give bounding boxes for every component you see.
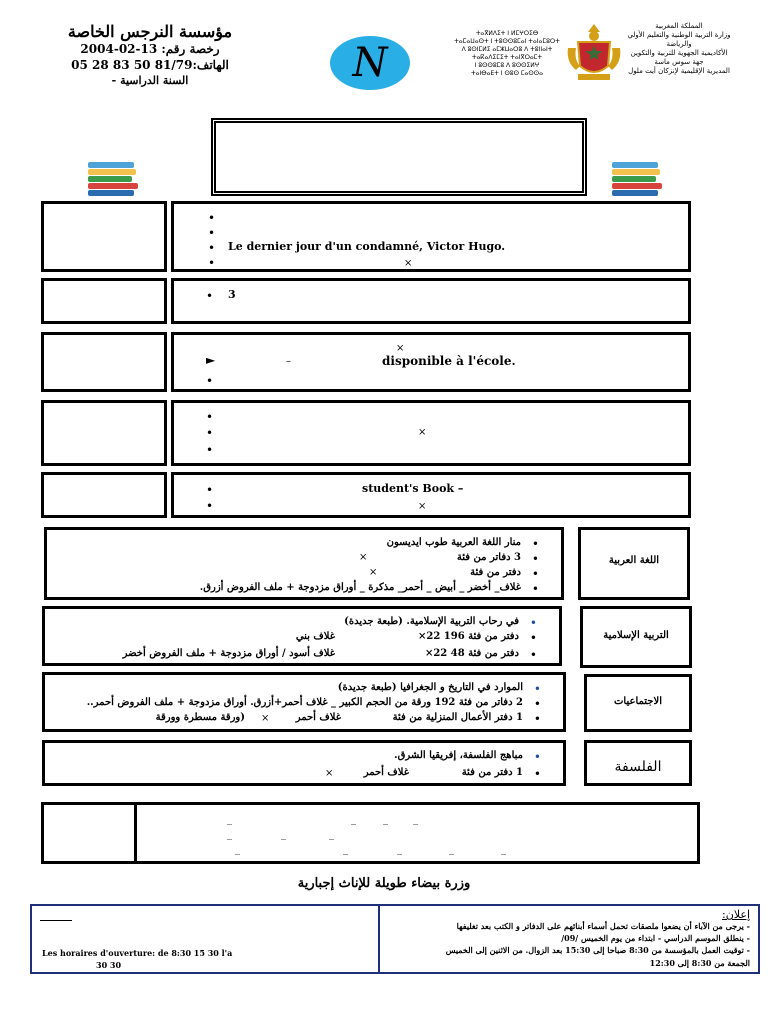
islamic-cover-2: غلاف أسود / أوراق مزدوجة + ملف الفروض أخضر: [122, 648, 335, 659]
dash-mark: _: [397, 844, 402, 855]
bullet: •: [531, 582, 539, 596]
times-mark: ×: [396, 343, 405, 354]
social-homework: 1 دفتر الأعمال المنزلية من فئة: [392, 712, 523, 723]
times-mark: ×: [369, 567, 378, 578]
english-book: student's Book –: [362, 482, 464, 495]
french-book: Le dernier jour d'un condamné, Victor Hugo.: [228, 240, 506, 253]
bullet: •: [533, 697, 541, 711]
islamic-label-box: [580, 606, 692, 668]
ministry-line: الأكاديمية الجهوية للتربية والتكوين: [630, 49, 728, 57]
misc-content-box: [134, 802, 700, 864]
bullet: •: [533, 767, 541, 781]
dash-mark: _: [343, 844, 348, 855]
english-content-box: [171, 472, 691, 518]
times-mark: ×: [261, 713, 270, 724]
dash-mark: _: [235, 844, 240, 855]
dash-mark: _: [281, 829, 286, 840]
tf-line: ⴷ ⵓⵙⵏⵎⵍⵉ ⴰⵎⵣⵡⴰⵔⵓ ⴷ ⵜⵓⵏⵏⴰⵏⵜ: [461, 46, 553, 53]
dash-mark: _: [227, 829, 232, 840]
license-line: رخصة رقم: 13-02-2004: [80, 42, 220, 56]
social-content-box: [42, 672, 566, 732]
islamic-notebook-1: دفتر من فئة 196 22×: [417, 631, 519, 642]
islamic-notebook-2: دفتر من فئة 48 22×: [424, 648, 519, 659]
ministry-line: وزارة التربية الوطنية والتعليم الأولي: [627, 31, 731, 39]
sciences-content-box: [171, 332, 691, 392]
phone-line: الهاتف:81/79 50 83 28 05: [71, 58, 229, 72]
islamic-book: في رحاب التربية الإسلامية. (طبعة جديدة): [344, 616, 519, 627]
social-notebooks: 2 دفاتر من فئة 192 ورقة من الحجم الكبير _ غلاف أحمر+أزرق. أوراق مزدوجة + ملف الفروض أحمر..: [86, 697, 523, 708]
bullet: •: [531, 567, 539, 581]
physics-label-box: [41, 400, 167, 466]
ministry-line: والرياضة: [666, 40, 692, 48]
bullet: •: [206, 374, 214, 388]
social-cover: غلاف أحمر: [295, 712, 341, 723]
dash-mark: _: [227, 814, 232, 825]
arabic-notebook: دفتر من فئة: [470, 567, 521, 578]
dash-mark: _: [351, 814, 356, 825]
english-label-box: [41, 472, 167, 518]
philosophy-label-box: [584, 740, 692, 786]
tf-line: ⵜⴰⴳⵍⴷⵉⵜ ⵏ ⵍⵎⵖⵔⵉⴱ: [475, 30, 539, 37]
announcement-note: - توقيت العمل بالمؤسسة من 8:30 صباحا إلى 15:30 بعد الزوال. من الاثنين إلى الخميس: [445, 945, 750, 955]
arabic-label-box: [578, 527, 690, 600]
arabic-label: اللغة العربية: [608, 555, 660, 566]
misc-label-box: [41, 802, 137, 864]
arabic-notebooks: 3 دفاتر من فئة: [456, 552, 521, 563]
math-content-box: [171, 278, 691, 324]
sciences-label-box: [41, 332, 167, 392]
ministry-arabic: [624, 22, 734, 76]
footer-box: [30, 904, 760, 974]
year-line: السنة الدراسية -: [111, 74, 189, 87]
social-paper: (ورقة مسطرة وورقة: [155, 712, 245, 723]
ministry-line: المملكة المغربية: [655, 22, 703, 30]
dash-mark: _: [329, 829, 334, 840]
arabic-covers: غلاف_ أخضر _ أبيض _ أحمر_ مذكرة _ أوراق مزدوجة + ملف الفروض أزرق.: [199, 582, 521, 593]
bullet: •: [533, 712, 541, 726]
announcement-title: إعلان:: [722, 908, 750, 921]
islamic-content-box: [42, 606, 562, 666]
ministry-tifinagh: [452, 30, 562, 78]
school-name: مؤسسة النرجس الخاصة: [67, 22, 233, 41]
dash-mark: –: [286, 356, 291, 367]
islamic-label: التربية الإسلامية: [603, 630, 669, 641]
dress-code: وزرة بيضاء طويلة للإناث إجبارية: [297, 876, 471, 891]
philosophy-content-box: [42, 740, 566, 786]
bullet: •: [531, 552, 539, 566]
school-logo: [330, 36, 410, 90]
opening-hours-2: 30 30: [96, 960, 122, 970]
dash-mark: _: [383, 814, 388, 825]
bullet: •: [533, 750, 541, 764]
social-label: الاجتماعيات: [614, 696, 662, 707]
bullet: •: [206, 499, 214, 513]
announcement-note: - يرجى من الآباء أن يضعوا ملصقات تحمل أسماء أبنائهم على الدفاتر و الكتب بعد تغليفها: [456, 921, 750, 931]
social-book: الموارد في التاريخ و الجغرافيا (طبعة جديدة): [337, 682, 523, 693]
bullet: •: [208, 226, 216, 240]
arabic-content-box: [44, 527, 564, 600]
tf-line: ⵜⴰⴽⴰⴷⵉⵎⵉⵜ ⵜⴰⵏⴳⵔⴰⵎⵜ: [471, 54, 543, 61]
bullet: •: [206, 443, 214, 457]
math-count: 3: [228, 288, 236, 301]
times-mark: ×: [418, 427, 427, 438]
dash-mark: _: [413, 814, 418, 825]
bullet: •: [206, 289, 214, 303]
tf-line: ⵜⴰⵎⴰⵡⴰⵙⵜ ⵏ ⵜⵓⵙⵙⵓⵎⴰⵏ ⵜⴰⵏⴰⵎⵓⵔⵜ: [454, 38, 560, 45]
announcement-note: الجمعة من 8:30 إلى 12:30: [649, 958, 750, 968]
social-label-box: [584, 674, 692, 732]
footer-underline: [40, 920, 72, 921]
ministry-line: المديرية الإقليمية لإنزكان أيت ملول: [628, 67, 730, 75]
philosophy-book: مباهج الفلسفة، إفريقيا الشرق.: [394, 750, 523, 761]
opening-hours: Les horaires d'ouverture: de 8:30 15 30 l'a: [42, 948, 233, 958]
french-content-box: [171, 201, 691, 272]
books-icon: [608, 162, 664, 198]
books-icon: [84, 162, 140, 198]
math-label-box: [41, 278, 167, 324]
sciences-availability: disponible à l'école.: [382, 354, 516, 368]
times-mark: ×: [418, 501, 427, 512]
announcement-note: - ينطلق الموسم الدراسي - ابتداء من يوم الخميس /09/: [561, 933, 750, 943]
bullet: •: [206, 483, 214, 497]
french-label-box: [41, 201, 167, 272]
bullet: •: [208, 256, 216, 270]
bullet: •: [206, 410, 214, 424]
times-mark: ×: [325, 768, 334, 779]
title-box: [211, 118, 587, 196]
bullet: •: [529, 648, 537, 662]
bullet: •: [533, 682, 541, 696]
arrow-icon: ►: [206, 353, 216, 367]
islamic-cover-1: غلاف بني: [295, 631, 335, 642]
philosophy-label: الفلسفة: [614, 759, 662, 775]
dash-mark: _: [501, 844, 506, 855]
physics-content-box: [171, 400, 691, 466]
moroccan-emblem-icon: [564, 22, 624, 84]
bullet: •: [529, 616, 537, 630]
bullet: •: [206, 426, 214, 440]
times-mark: ×: [359, 552, 368, 563]
arabic-book: منار اللغة العربية طوب ايديسون: [386, 537, 521, 548]
bullet: •: [208, 241, 216, 255]
tf-line: ⵏ ⵓⵙⵙⵓⵎⵓ ⴷ ⵓⵙⵙⵉⵍⵖ: [474, 62, 540, 69]
bullet: •: [531, 537, 539, 551]
philosophy-notebook: 1 دفتر من فئة: [461, 767, 523, 778]
ministry-line: جهة سوس ماسة: [654, 58, 704, 66]
philosophy-cover: غلاف أحمر: [363, 767, 409, 778]
bullet: •: [529, 631, 537, 645]
bullet: •: [208, 211, 216, 225]
tf-line: ⵜⴰⵏⴱⴰⴹⵜ ⵏ ⵙⵓⵙ ⵎⴰⵙⵙⴰ: [471, 70, 543, 77]
logo-letter: N: [352, 40, 388, 86]
dash-mark: _: [449, 844, 454, 855]
times-mark: ×: [404, 258, 413, 269]
